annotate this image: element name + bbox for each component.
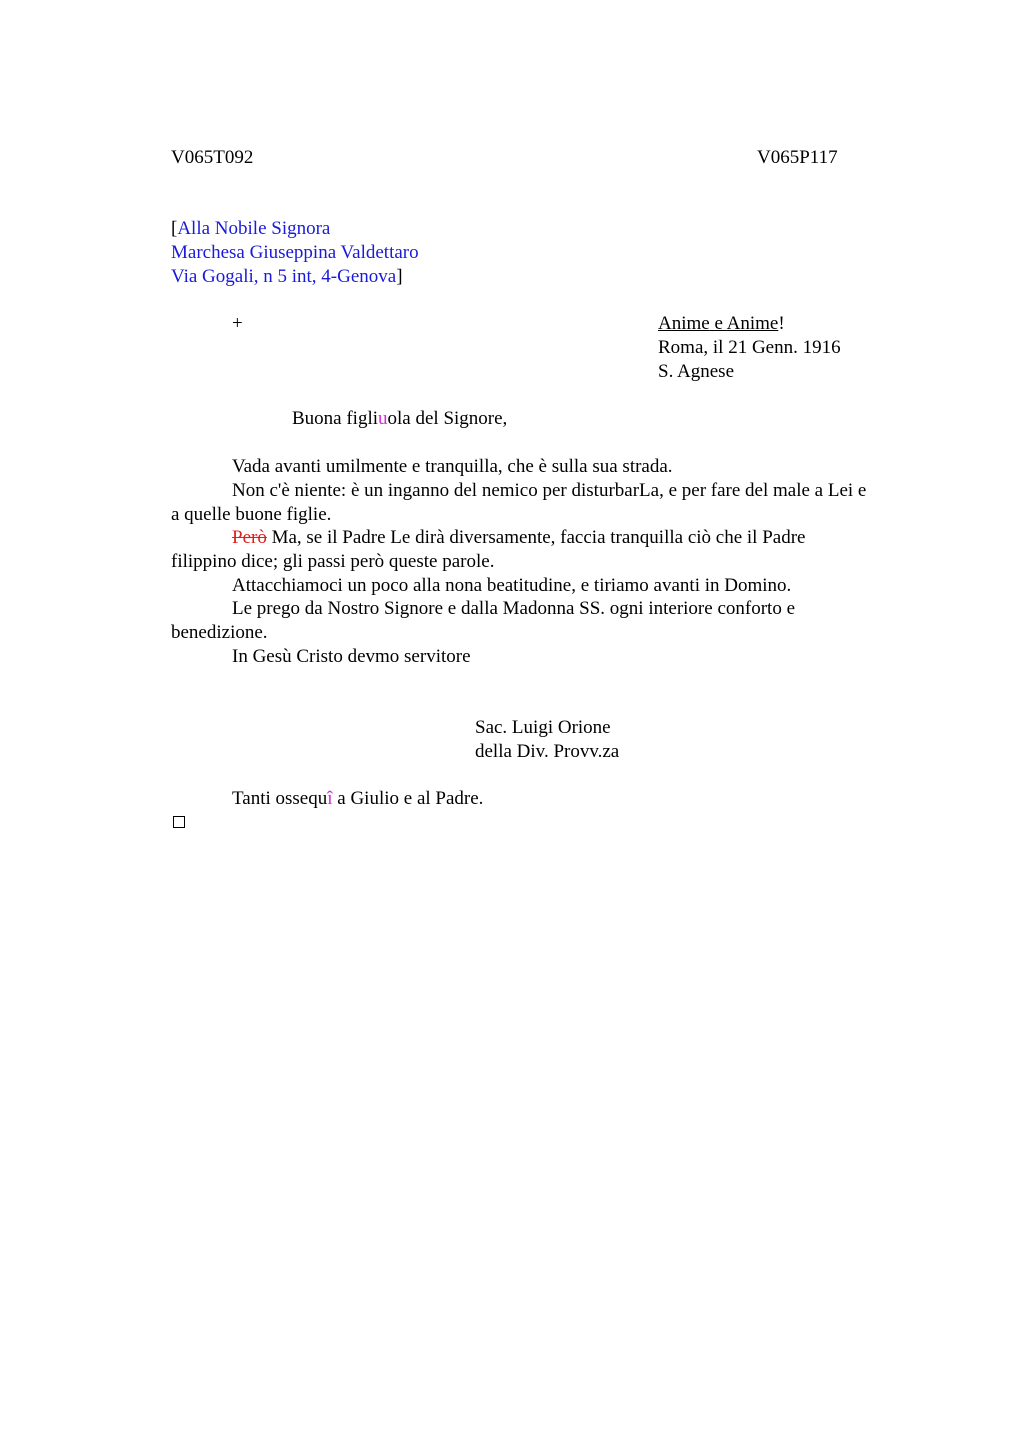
paragraph-2-line-1: Non c'è niente: è un inganno del nemico per disturbarLa, e per fare del male a Lei e [232, 480, 867, 501]
paragraph-5-line-1: Le prego da Nostro Signore e dalla Madonna SS. ogni interiore conforto e [232, 598, 795, 619]
paragraph-4: Attacchiamoci un poco alla nona beatitudine, e tiriamo avanti in Domino. [232, 575, 792, 596]
saint-day: S. Agnese [658, 361, 734, 382]
paragraph-3-line-1: Però Ma, se il Padre Le dirà diversamente, faccia tranquilla ciò che il Padre [232, 527, 806, 548]
paragraph-5-line-2: benedizione. [171, 622, 268, 643]
signature-title: della Div. Provv.za [475, 741, 620, 762]
cross-symbol: + [232, 313, 243, 334]
address-close-bracket: ] [396, 266, 403, 287]
paragraph-1: Vada avanti umilmente e tranquilla, che è sulla sua strada. [232, 456, 673, 477]
salutation: Buona figliuola del Signore, [292, 408, 508, 429]
archive-code-left: V065T092 [171, 147, 254, 168]
postscript: Tanti ossequî a Giulio e al Padre. [232, 788, 484, 809]
signature-name: Sac. Luigi Orione [475, 717, 611, 738]
address-line-1: Alla Nobile Signora [177, 218, 331, 239]
place-date: Roma, il 21 Genn. 1916 [658, 337, 841, 358]
archive-code-right: V065P117 [757, 147, 838, 168]
address-line-3: Via Gogali, n 5 int, 4-Genova [171, 266, 397, 287]
inserted-letter: u [378, 408, 388, 429]
paragraph-3-line-2: filippino dice; gli passi però queste parole. [171, 551, 495, 572]
motto: Anime e Anime! [658, 313, 785, 334]
end-box-icon [173, 816, 185, 828]
inserted-letter: î [327, 788, 333, 809]
address-open-bracket: [ [171, 218, 178, 239]
address-line-2: Marchesa Giuseppina Valdettaro [171, 242, 419, 263]
closing: In Gesù Cristo devmo servitore [232, 646, 471, 667]
paragraph-2-line-2: a quelle buone figlie. [171, 504, 332, 525]
deleted-word: Però [232, 527, 267, 548]
